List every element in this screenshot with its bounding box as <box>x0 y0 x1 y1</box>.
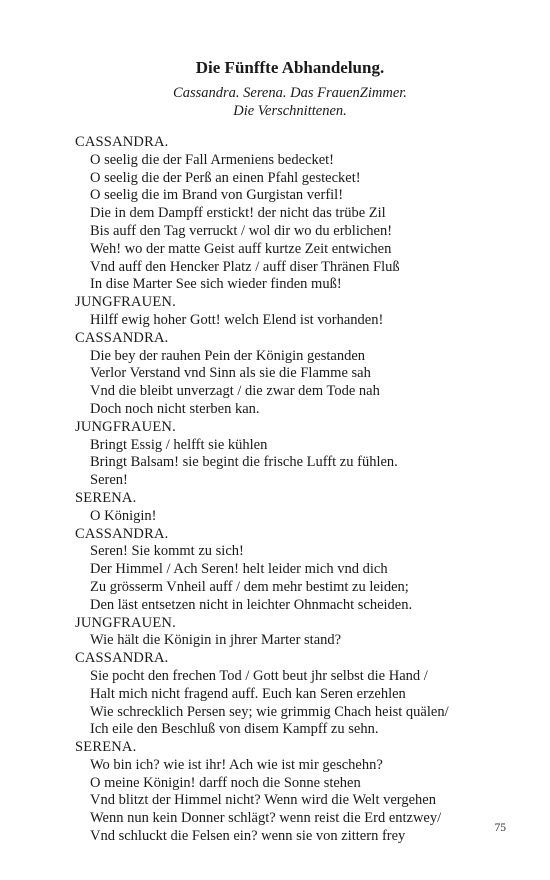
page-number: 75 <box>494 822 506 834</box>
verse-line: Wenn nun kein Donner schlägt? wenn reist die Erd entzwey/ <box>90 810 442 827</box>
verse-line: Bringt Essig / helfft sie kühlen <box>90 436 268 453</box>
verse-line: O meine Königin! darff noch die Sonne stehen <box>90 774 361 791</box>
verse-line: Verlor Verstand vnd Sinn als sie die Flamme sah <box>90 365 371 382</box>
speaker-name: CASSANDRA. <box>75 650 169 667</box>
speaker-name: SERENA. <box>75 739 137 756</box>
speaker-name: CASSANDRA. <box>75 525 169 542</box>
act-heading: Die Fünffte Abhandelung. <box>195 58 385 77</box>
speaker-name: JUNGFRAUEN. <box>75 294 176 311</box>
verse-line: Seren! Sie kommt zu sich! <box>90 543 244 560</box>
verse-line: Sie pocht den frechen Tod / Gott beut jhr selbst die Hand / <box>90 667 428 684</box>
speaker-name: JUNGFRAUEN. <box>75 418 176 435</box>
verse-line: Halt mich nicht fragend auff. Euch kan Seren erzehlen <box>90 685 406 702</box>
verse-line: Die bey der rauhen Pein der Königin gestanden <box>90 347 366 364</box>
verse-line: O Königin! <box>90 507 157 524</box>
verse-line: Bis auff den Tag verruckt / wol dir wo du erblichen! <box>90 222 393 239</box>
verse-line: Zu grösserm Vnheil auff / dem mehr bestimt zu leiden; <box>90 578 409 595</box>
cast-line: Cassandra. Serena. Das FrauenZimmer. <box>173 85 407 101</box>
verse-line: Doch noch nicht sterben kan. <box>90 400 260 417</box>
verse-line: Den läst entsetzen nicht in leichter Ohnmacht scheiden. <box>90 596 413 613</box>
verse-line: Seren! <box>90 472 128 489</box>
speaker-name: CASSANDRA. <box>75 134 169 150</box>
speaker-name: SERENA. <box>75 489 137 506</box>
verse-line: Ich eile den Beschluß von disem Kampff zu sehn. <box>90 721 379 738</box>
verse-line: Hilff ewig hoher Gott! welch Elend ist vorhanden! <box>90 311 384 328</box>
verse-line: Weh! wo der matte Geist auff kurtze Zeit entwichen <box>90 240 392 257</box>
cast-list <box>0 84 550 120</box>
verse-line: Wie schrecklich Persen sey; wie grimmig Chach heist quälen/ <box>90 703 449 720</box>
verse-line: O seelig die der Fall Armeniens bedecket! <box>90 151 335 168</box>
cast-line: Die Verschnittenen. <box>233 103 347 119</box>
speaker-name: JUNGFRAUEN. <box>75 614 176 631</box>
speaker-name: CASSANDRA. <box>75 329 169 346</box>
verse-line: Die in dem Dampff erstickt! der nicht das trübe Zil <box>90 205 386 222</box>
verse-line: Bringt Balsam! sie begint die frische Lufft zu fühlen. <box>90 454 398 471</box>
verse-line: O seelig die der Perß an einen Pfahl gestecket! <box>90 169 361 186</box>
verse-line: O seelig die im Brand von Gurgistan verfil! <box>90 187 344 204</box>
verse-line: In dise Marter See sich wieder finden muß! <box>90 276 342 293</box>
verse-line: Wo bin ich? wie ist ihr! Ach wie ist mir geschehn? <box>90 756 383 773</box>
verse-line: Wie hält die Königin in jhrer Marter stand? <box>90 632 342 649</box>
verse-line: Vnd auff den Hencker Platz / auff diser Thränen Fluß <box>90 258 400 275</box>
verse-line: Vnd die bleibt unverzagt / die zwar dem Tode nah <box>90 383 380 400</box>
dialogue-text <box>75 134 495 846</box>
verse-line: Der Himmel / Ach Seren! helt leider mich vnd dich <box>90 561 388 578</box>
verse-line: Vnd schluckt die Felsen ein? wenn sie von zittern frey <box>90 828 406 845</box>
verse-line: Vnd blitzt der Himmel nicht? Wenn wird die Welt vergehen <box>90 792 436 809</box>
